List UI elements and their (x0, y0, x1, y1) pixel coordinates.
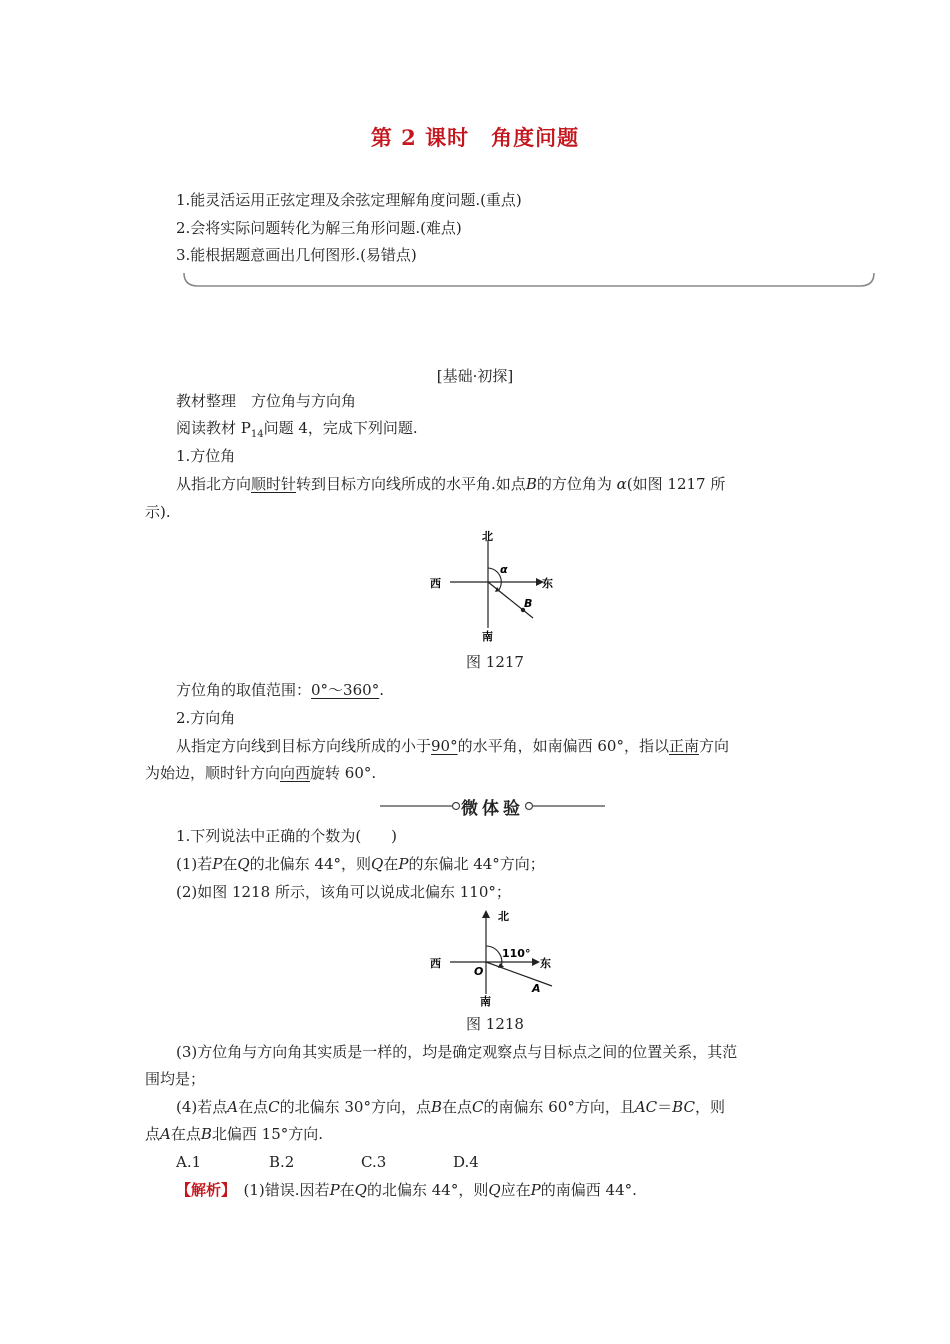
label-north: 北 (498, 910, 509, 923)
figure-1218 (420, 906, 570, 1010)
direction-definition: 从指定方向线到目标方向线所成的小于90°的水平角，如南偏西 60°，指以正南方向 (176, 737, 729, 755)
micro-title: 微体验 (461, 799, 524, 819)
north-arrow (482, 910, 490, 918)
read-instruction: 阅读教材 $P_{14}$问题 4，完成下列问题. (176, 419, 418, 440)
label-point-b: B (524, 597, 533, 610)
label-north: 北 (482, 530, 493, 543)
azimuth-definition-cont: 示). (145, 503, 171, 521)
question-stem: 1.下列说法中正确的个数为( ) (176, 827, 398, 845)
analysis: 【解析】 (1)错误.因若P在Q的北偏东 44°，则Q应在P的南偏西 44°. (176, 1181, 637, 1199)
material-heading: 教材整理 方位角与方向角 (176, 392, 357, 410)
azimuth-definition: 从指北方向顺时针转到目标方向线所成的水平角.如点B的方位角为 α(如图 1217 所 (176, 475, 726, 493)
goals-bracket (178, 270, 880, 292)
label-south: 南 (482, 630, 493, 643)
statement-3: (3)方位角与方向角其实质是一样的，均是确定观察点与目标点之间的位置关系，其范 (176, 1043, 738, 1061)
statement-4-cont: 点A在点B北偏西 15°方向. (145, 1125, 324, 1143)
label-south: 南 (480, 995, 491, 1008)
label-origin: O (474, 965, 484, 978)
direction-definition-cont: 为始边，顺时针方向向西旋转 60°. (145, 764, 377, 782)
analysis-label: 【解析】 (176, 1181, 229, 1199)
page-title: 第 2 课时 角度问题 (370, 125, 580, 150)
goal-3: 3.能根据题意画出几何图形.(易错点) (176, 246, 417, 264)
option-c: C.3 (361, 1153, 387, 1171)
goal-1: 1.能灵活运用正弦定理及余弦定理解角度问题.(重点) (176, 191, 522, 209)
label-point-a: A (532, 982, 541, 995)
azimuth-range: 方位角的取值范围：0°～360°. (176, 681, 384, 699)
label-alpha: α (500, 563, 508, 576)
option-d: D.4 (453, 1153, 479, 1171)
azimuth-heading: 1.方位角 (176, 447, 236, 465)
label-angle: 110° (502, 947, 531, 960)
statement-2: (2)如图 1218 所示，该角可以说成北偏东 110°； (176, 883, 511, 901)
east-arrow (532, 958, 540, 966)
figure-1217-caption: 图 1217 (466, 653, 524, 671)
angle-arc (486, 946, 502, 967)
figure-1218-caption: 图 1218 (466, 1015, 524, 1033)
statement-1: (1)若P在Q的北偏东 44°，则Q在P的东偏北 44°方向； (176, 855, 545, 873)
figure-1217 (420, 528, 570, 644)
statement-3-cont: 围均是； (145, 1070, 206, 1088)
direction-heading: 2.方向角 (176, 709, 236, 727)
goal-2: 2.会将实际问题转化为解三角形问题.(难点) (176, 219, 462, 237)
label-west: 西 (430, 957, 441, 970)
option-a: A.1 (176, 1153, 202, 1171)
section-header: [基础·初探] (436, 367, 514, 385)
label-east: 东 (540, 957, 551, 970)
label-west: 西 (430, 577, 441, 590)
statement-4: (4)若点A在点C的北偏东 30°方向，点B在点C的南偏东 60°方向，且AC＝BC，则 (176, 1098, 725, 1116)
option-b: B.2 (269, 1153, 295, 1171)
label-east: 东 (542, 577, 553, 590)
